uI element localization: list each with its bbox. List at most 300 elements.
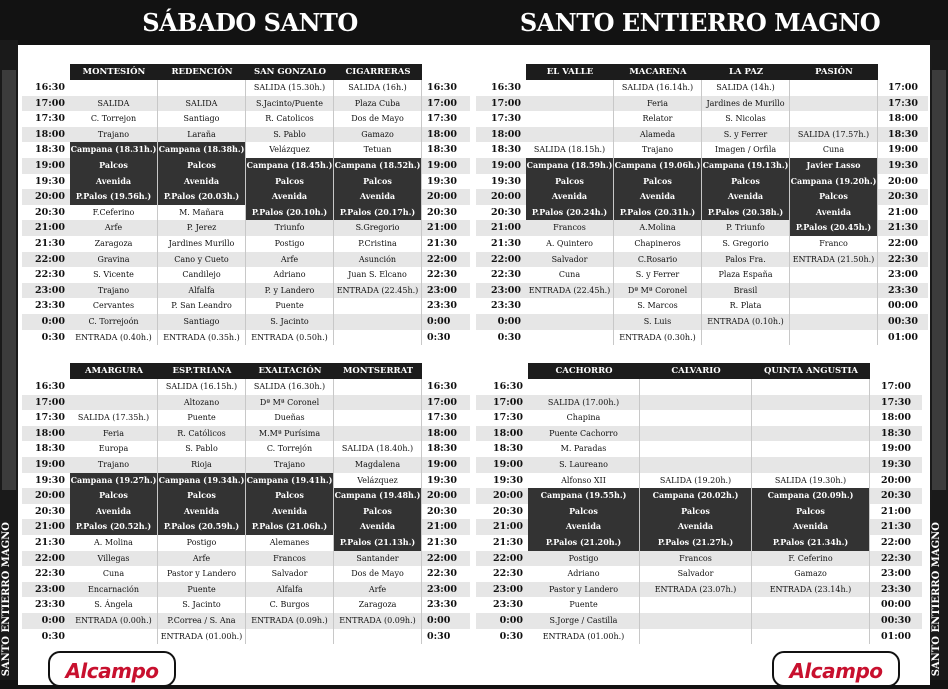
route-cell: Postigo <box>158 535 246 551</box>
route-cell: Gravina <box>70 252 158 268</box>
route-cell: Chapineros <box>614 236 702 252</box>
side-text-left: SANTO ENTIERRO MAGNO <box>1 521 12 676</box>
time-label: 0:30 <box>427 630 451 642</box>
route-cell: Campana (18.31h.) <box>70 142 158 158</box>
time-label: 22:00 <box>422 551 470 567</box>
route-cell: Puente <box>158 410 246 426</box>
brotherhood-column <box>752 363 870 644</box>
time-label: 19:30 <box>493 474 523 486</box>
route-cell: S. Jacinto <box>158 597 246 613</box>
route-cell: Santiago <box>158 111 246 127</box>
alcampo-logo-left <box>48 651 176 687</box>
route-cell <box>790 314 878 330</box>
route-cell: Juan S. Elcano <box>334 267 422 283</box>
time-label: 0:00 <box>476 314 526 330</box>
time-label: 16:30 <box>493 381 523 392</box>
time-label: 0:00 <box>422 314 470 330</box>
route-cell: Zaragoza <box>70 236 158 252</box>
route-cell <box>790 80 878 96</box>
time-label: 21:30 <box>491 237 521 249</box>
route-cell: Campana (19.20h.) <box>790 174 878 190</box>
route-cell <box>70 629 158 645</box>
route-cell: Adriano <box>246 267 334 283</box>
route-cell: Dos de Mayo <box>334 111 422 127</box>
route-cell: Postigo <box>528 551 640 567</box>
route-cell <box>334 395 422 411</box>
route-cell: Dª Mª Coronel <box>246 395 334 411</box>
route-cell: Avenida <box>640 519 752 535</box>
time-label: 22:30 <box>878 252 928 268</box>
time-label: 17:30 <box>870 395 922 411</box>
route-cell: P.Correa / S. Ana <box>158 613 246 629</box>
time-label: 18:00 <box>422 127 470 143</box>
route-cell <box>752 613 870 629</box>
route-cell <box>334 314 422 330</box>
time-label: 19:30 <box>870 457 922 473</box>
route-cell: Feria <box>70 426 158 442</box>
time-label: 01:00 <box>881 630 911 642</box>
route-cell: F. Ceferino <box>752 551 870 567</box>
route-cell: Palcos <box>158 158 246 174</box>
route-cell: Plaza Cuba <box>334 96 422 112</box>
time-label: 22:00 <box>888 237 918 249</box>
route-cell: Avenida <box>528 519 640 535</box>
route-cell: S. Vicente <box>70 267 158 283</box>
time-label: 19:00 <box>22 457 70 473</box>
route-cell: Dos de Mayo <box>334 566 422 582</box>
route-cell: Velázquez <box>334 473 422 489</box>
route-cell: SALIDA (16.30h.) <box>246 379 334 395</box>
route-cell: SALIDA (17.00h.) <box>528 395 640 411</box>
route-cell: S. Gregorio <box>702 236 790 252</box>
schedule-table-sabado-top <box>22 64 470 345</box>
right-side-strip <box>930 40 948 680</box>
time-label: 18:00 <box>22 127 70 143</box>
route-cell: P.Palos (20.10h.) <box>246 205 334 221</box>
route-cell <box>526 314 614 330</box>
route-cell: SALIDA (16.15h.) <box>158 379 246 395</box>
time-label: 22:00 <box>476 252 526 268</box>
time-label: 22:30 <box>427 568 457 580</box>
time-label: 21:00 <box>422 519 470 535</box>
route-cell <box>640 379 752 395</box>
time-label: 22:30 <box>870 551 922 567</box>
route-cell: P.Palos (21.27h.) <box>640 535 752 551</box>
time-label: 21:00 <box>888 206 918 218</box>
route-cell <box>702 330 790 346</box>
route-cell: Candilejo <box>158 267 246 283</box>
route-cell: Puente <box>158 582 246 598</box>
brotherhood-header: QUINTA ANGUSTIA <box>752 363 870 379</box>
route-cell: P.Palos (20.24h.) <box>526 205 614 221</box>
time-label: 16:30 <box>35 82 65 93</box>
route-cell <box>752 410 870 426</box>
time-label: 16:30 <box>427 82 457 93</box>
route-cell: SALIDA (18.15h.) <box>526 142 614 158</box>
route-cell <box>752 629 870 645</box>
time-label: 17:00 <box>422 395 470 411</box>
route-cell: Cuna <box>526 267 614 283</box>
route-cell: Javier Lasso <box>790 158 878 174</box>
time-label: 17:00 <box>22 96 70 112</box>
brotherhood-header: EXALTACIÓN <box>246 363 334 379</box>
route-cell: Asunción <box>334 252 422 268</box>
time-column-right <box>870 363 922 644</box>
route-cell: Arfe <box>334 582 422 598</box>
route-cell: Campana (18.59h.) <box>526 158 614 174</box>
time-label: 0:30 <box>427 331 451 343</box>
time-label: 23:30 <box>491 300 521 312</box>
route-cell: Alfalfa <box>158 283 246 299</box>
time-label: 19:30 <box>427 474 457 486</box>
route-cell: Palcos <box>614 174 702 190</box>
route-cell: Salvador <box>246 566 334 582</box>
route-cell <box>790 111 878 127</box>
time-column-left <box>476 363 528 644</box>
time-label: 17:00 <box>476 96 526 112</box>
route-cell: Laraña <box>158 127 246 143</box>
time-label: 21:30 <box>878 220 928 236</box>
route-cell: Campana (20.09h.) <box>752 488 870 504</box>
route-cell: Cano y Cueto <box>158 252 246 268</box>
time-label: 19:00 <box>422 158 470 174</box>
side-text-right: SANTO ENTIERRO MAGNO <box>931 521 942 676</box>
route-cell: P.Palos (20.31h.) <box>614 205 702 221</box>
route-cell <box>640 629 752 645</box>
time-label: 16:30 <box>35 381 65 392</box>
time-label: 16:30 <box>427 381 457 392</box>
route-cell: ENTRADA (0.35h.) <box>158 330 246 346</box>
route-cell: P.Cristina <box>334 236 422 252</box>
time-label: 23:00 <box>422 582 470 598</box>
route-cell: Avenida <box>246 504 334 520</box>
time-label: 23:30 <box>878 283 928 299</box>
route-cell: SALIDA (18.40h.) <box>334 441 422 457</box>
route-cell: SALIDA (19.30h.) <box>752 473 870 489</box>
route-cell: Campana (18.38h.) <box>158 142 246 158</box>
route-cell <box>640 597 752 613</box>
time-label: 19:00 <box>476 158 526 174</box>
route-cell: ENTRADA (23.07h.) <box>640 582 752 598</box>
alcampo-logo-right <box>772 651 900 687</box>
left-side-strip <box>0 40 18 680</box>
time-label: 17:00 <box>888 82 918 93</box>
route-cell: C. Burgos <box>246 597 334 613</box>
route-cell: Arfe <box>246 252 334 268</box>
route-cell: Zaragoza <box>334 597 422 613</box>
time-label: 20:30 <box>35 206 65 218</box>
brotherhood-column <box>528 363 640 644</box>
route-cell: Salvador <box>640 566 752 582</box>
time-label: 19:30 <box>35 474 65 486</box>
time-label: 20:00 <box>476 488 528 504</box>
route-cell: Palcos <box>640 504 752 520</box>
route-cell <box>528 379 640 395</box>
route-cell: M. Paradas <box>528 441 640 457</box>
banner-title-right: SANTO ENTIERRO MAGNO <box>519 8 881 37</box>
route-cell: Imagen / Orfila <box>702 142 790 158</box>
time-label: 17:30 <box>427 113 457 125</box>
route-cell: Triunfo <box>246 220 334 236</box>
route-cell: P.Palos (20.17h.) <box>334 205 422 221</box>
time-column-right <box>878 64 928 345</box>
time-label: 18:00 <box>881 412 911 424</box>
route-cell: Campana (19.13h.) <box>702 158 790 174</box>
route-cell: Magdalena <box>334 457 422 473</box>
route-cell: C.Rosario <box>614 252 702 268</box>
route-cell: P. San Leandro <box>158 298 246 314</box>
route-cell: Alfalfa <box>246 582 334 598</box>
route-cell: Puente <box>528 597 640 613</box>
time-label: 18:30 <box>878 127 928 143</box>
route-cell <box>752 441 870 457</box>
route-cell: S. Marcos <box>614 298 702 314</box>
brotherhood-column <box>702 64 790 345</box>
time-label: 18:30 <box>35 144 65 156</box>
brotherhood-column <box>614 64 702 345</box>
route-cell: Postigo <box>246 236 334 252</box>
route-cell: SALIDA (17.35h.) <box>70 410 158 426</box>
brotherhood-header: MONTSERRAT <box>334 363 422 379</box>
route-cell: R. Plata <box>702 298 790 314</box>
route-cell: Trajano <box>70 127 158 143</box>
route-cell: S.Gregorio <box>334 220 422 236</box>
schedule-table-entierro-top <box>476 64 928 345</box>
route-cell: ENTRADA (0.09h.) <box>246 613 334 629</box>
time-label: 18:30 <box>427 144 457 156</box>
route-cell: SALIDA (16h.) <box>334 80 422 96</box>
route-cell: M. Mañara <box>158 205 246 221</box>
route-cell: Plaza España <box>702 267 790 283</box>
route-cell: Puente <box>246 298 334 314</box>
time-label: 23:30 <box>35 599 65 611</box>
time-label: 22:30 <box>427 269 457 281</box>
route-cell: Avenida <box>246 189 334 205</box>
route-cell: Altozano <box>158 395 246 411</box>
route-cell: Cuna <box>790 142 878 158</box>
time-column-left <box>476 64 526 345</box>
route-cell: Feria <box>614 96 702 112</box>
route-cell: ENTRADA (0.50h.) <box>246 330 334 346</box>
route-cell <box>640 457 752 473</box>
time-column-right <box>422 363 470 644</box>
route-cell <box>334 330 422 346</box>
route-cell: Tetuan <box>334 142 422 158</box>
time-label: 18:30 <box>491 144 521 156</box>
route-cell <box>334 410 422 426</box>
route-cell: P.Palos (21.20h.) <box>528 535 640 551</box>
time-label: 21:00 <box>22 220 70 236</box>
route-cell: Francos <box>640 551 752 567</box>
route-cell: Francos <box>246 551 334 567</box>
brotherhood-column <box>246 363 334 644</box>
route-cell: ENTRADA (0.30h.) <box>614 330 702 346</box>
brotherhood-column <box>158 64 246 345</box>
brotherhood-header: MONTESIÓN <box>70 64 158 80</box>
route-cell <box>790 267 878 283</box>
time-label: 22:30 <box>491 269 521 281</box>
route-cell: Campana (18.45h.) <box>246 158 334 174</box>
route-cell: ENTRADA (0.09h.) <box>334 613 422 629</box>
time-label: 21:00 <box>22 519 70 535</box>
route-cell: C. Torrejón <box>246 441 334 457</box>
brotherhood-header: AMARGURA <box>70 363 158 379</box>
route-cell: S. Jacinto <box>246 314 334 330</box>
route-cell: Velázquez <box>246 142 334 158</box>
time-label: 23:30 <box>427 599 457 611</box>
brotherhood-header: ESP.TRIANA <box>158 363 246 379</box>
time-label: 0:30 <box>499 630 523 642</box>
route-cell: Santiago <box>158 314 246 330</box>
route-cell: P.Palos (20.59h.) <box>158 519 246 535</box>
route-cell <box>752 426 870 442</box>
route-cell: Campana (19.06h.) <box>614 158 702 174</box>
route-cell: Campana (19.48h.) <box>334 488 422 504</box>
route-cell: S.Jorge / Castilla <box>528 613 640 629</box>
route-cell <box>334 379 422 395</box>
brotherhood-header: SAN GONZALO <box>246 64 334 80</box>
route-cell: Puente Cachorro <box>528 426 640 442</box>
route-cell <box>526 298 614 314</box>
route-cell: P.Palos (21.06h.) <box>246 519 334 535</box>
route-cell: SALIDA (14h.) <box>702 80 790 96</box>
route-cell: Santander <box>334 551 422 567</box>
route-cell: Campana (18.52h.) <box>334 158 422 174</box>
time-label: 23:30 <box>427 300 457 312</box>
route-cell <box>752 395 870 411</box>
route-cell: S. Luis <box>614 314 702 330</box>
route-cell: R. Catolicos <box>246 111 334 127</box>
route-cell: Avenida <box>702 189 790 205</box>
route-cell: Europa <box>70 441 158 457</box>
route-cell: Relator <box>614 111 702 127</box>
route-cell: Pastor y Landero <box>528 582 640 598</box>
route-cell: Avenida <box>790 205 878 221</box>
brotherhood-column <box>70 64 158 345</box>
route-cell: Avenida <box>70 174 158 190</box>
time-label: 23:00 <box>22 283 70 299</box>
route-cell: Campana (19.27h.) <box>70 473 158 489</box>
route-cell: ENTRADA (01.00h.) <box>528 629 640 645</box>
time-label: 19:00 <box>22 158 70 174</box>
route-cell <box>70 379 158 395</box>
route-cell <box>526 127 614 143</box>
route-cell: Avenida <box>334 189 422 205</box>
route-cell <box>640 426 752 442</box>
route-cell: Jardines de Murillo <box>702 96 790 112</box>
route-cell <box>334 629 422 645</box>
route-cell <box>640 441 752 457</box>
brotherhood-column <box>334 363 422 644</box>
route-cell: Alameda <box>614 127 702 143</box>
route-cell: A.Molina <box>614 220 702 236</box>
brotherhood-header: CACHORRO <box>528 363 640 379</box>
time-label: 0:30 <box>41 630 65 642</box>
route-cell: ENTRADA (0.00h.) <box>70 613 158 629</box>
time-label: 18:30 <box>493 443 523 455</box>
brotherhood-header: MACARENA <box>614 64 702 80</box>
route-cell: Encarnación <box>70 582 158 598</box>
route-cell: A. Quintero <box>526 236 614 252</box>
time-label: 20:30 <box>878 189 928 205</box>
route-cell <box>640 410 752 426</box>
route-cell: ENTRADA (23.14h.) <box>752 582 870 598</box>
brotherhood-column <box>70 363 158 644</box>
time-label: 18:00 <box>888 113 918 125</box>
route-cell: Palcos <box>246 174 334 190</box>
route-cell: Avenida <box>158 174 246 190</box>
route-cell: Avenida <box>526 189 614 205</box>
time-label: 20:00 <box>422 488 470 504</box>
route-cell: R. Católicos <box>158 426 246 442</box>
brotherhood-column <box>158 363 246 644</box>
time-label: 01:00 <box>888 331 918 343</box>
route-cell: P.Palos (20.38h.) <box>702 205 790 221</box>
route-cell: C. Torrejoón <box>70 314 158 330</box>
brotherhood-header: CALVARIO <box>640 363 752 379</box>
time-label: 18:00 <box>476 127 526 143</box>
brotherhood-header: LA PAZ <box>702 64 790 80</box>
route-cell: P. Jerez <box>158 220 246 236</box>
route-cell <box>70 395 158 411</box>
time-label: 19:00 <box>422 457 470 473</box>
route-cell: Palcos <box>334 504 422 520</box>
route-cell: Palcos <box>752 504 870 520</box>
route-cell: SALIDA (16.14h.) <box>614 80 702 96</box>
logo-text: Alcampo <box>65 659 159 683</box>
route-cell: P. Triunfo <box>702 220 790 236</box>
time-label: 18:00 <box>22 426 70 442</box>
time-label: 20:00 <box>22 488 70 504</box>
time-label: 17:30 <box>493 412 523 424</box>
route-cell: Avenida <box>752 519 870 535</box>
route-cell <box>752 597 870 613</box>
route-cell: Palcos <box>246 488 334 504</box>
time-label: 21:30 <box>427 536 457 548</box>
time-label: 18:30 <box>427 443 457 455</box>
time-label: 18:30 <box>35 443 65 455</box>
time-label: 23:00 <box>22 582 70 598</box>
route-cell: Palos Fra. <box>702 252 790 268</box>
route-cell: ENTRADA (22.45h.) <box>334 283 422 299</box>
time-label: 20:00 <box>888 175 918 187</box>
route-cell: S. Nicolas <box>702 111 790 127</box>
route-cell: Cuna <box>70 566 158 582</box>
time-label: 17:00 <box>881 381 911 392</box>
time-column-right <box>422 64 470 345</box>
route-cell: Campana (19.41h.) <box>246 473 334 489</box>
route-cell: Palcos <box>526 174 614 190</box>
route-cell: P.Palos (19.56h.) <box>70 189 158 205</box>
route-cell: Campana (20.02h.) <box>640 488 752 504</box>
time-label: 17:00 <box>422 96 470 112</box>
route-cell: Pastor y Landero <box>158 566 246 582</box>
time-label: 21:30 <box>870 519 922 535</box>
route-cell <box>640 395 752 411</box>
route-cell: Jardines Murillo <box>158 236 246 252</box>
time-label: 19:00 <box>476 457 528 473</box>
brotherhood-column <box>246 64 334 345</box>
time-label: 17:30 <box>35 412 65 424</box>
route-cell: Trajano <box>70 283 158 299</box>
route-cell: P.Palos (21.34h.) <box>752 535 870 551</box>
time-label: 0:30 <box>41 331 65 343</box>
time-label: 23:00 <box>888 269 918 281</box>
time-label: 20:30 <box>427 505 457 517</box>
time-label: 22:00 <box>881 536 911 548</box>
banner-title-left: SÁBADO SANTO <box>142 8 358 37</box>
time-label: 21:30 <box>35 237 65 249</box>
